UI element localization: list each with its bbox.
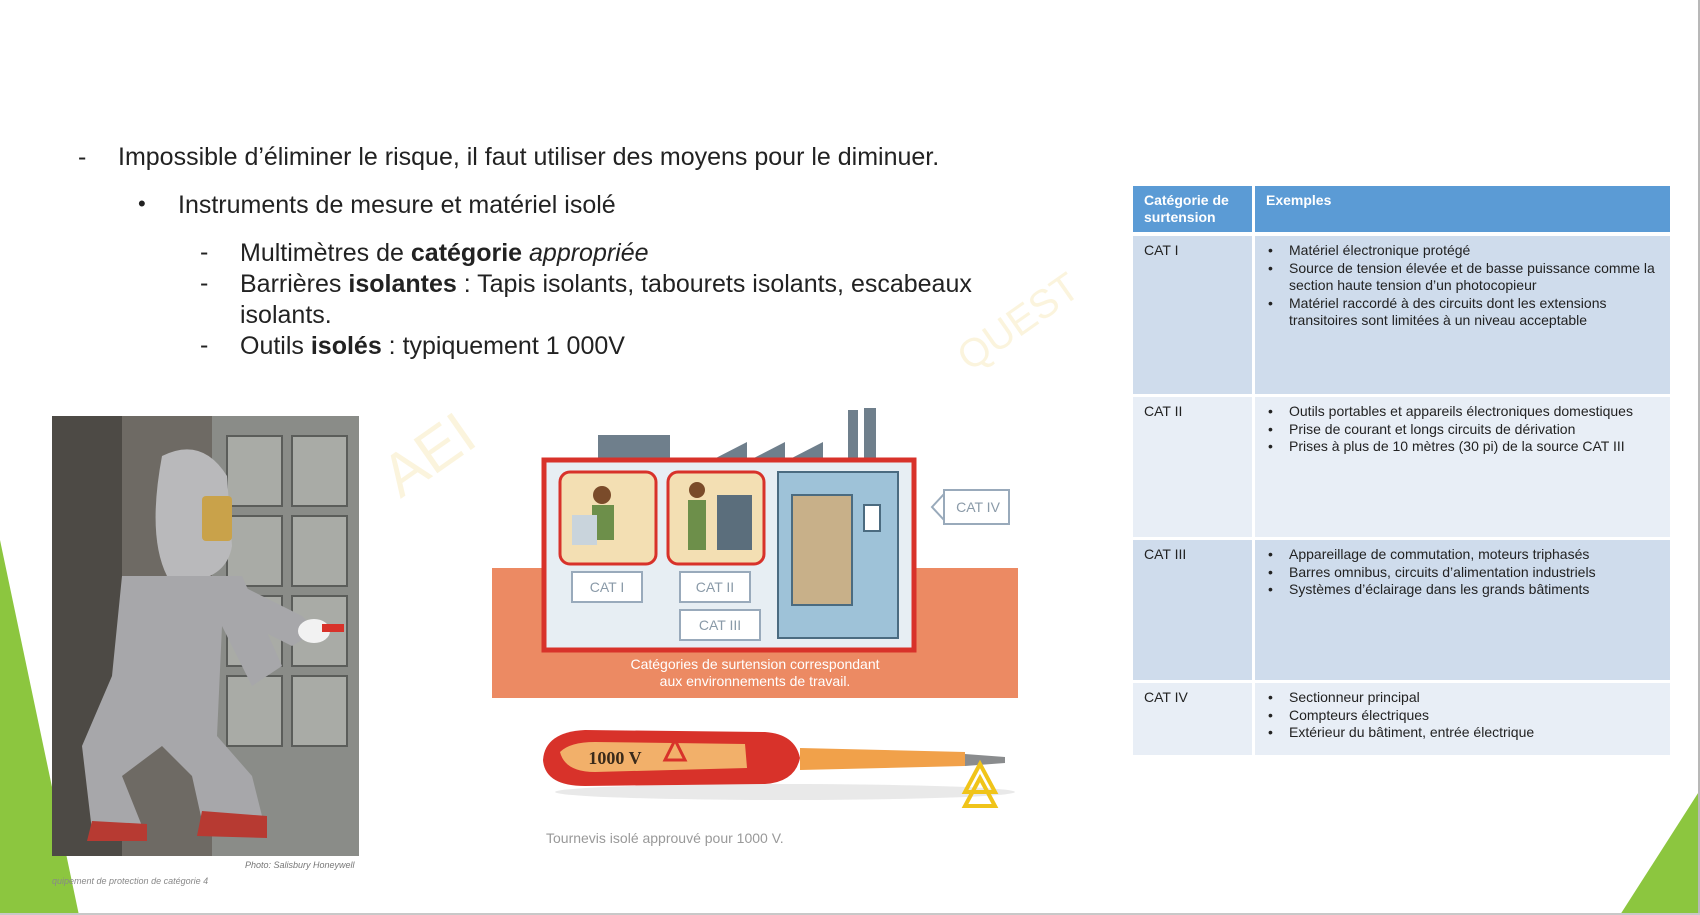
insulated-screwdriver-illustration	[535, 720, 1035, 830]
table-row	[1133, 236, 1673, 397]
examples-cell	[1255, 397, 1673, 540]
dash-marker: -	[78, 143, 87, 171]
examples-cell	[1255, 236, 1673, 397]
photo-credit: Photo: Salisbury Honeywell	[245, 860, 355, 870]
overvoltage-categories-diagram	[492, 380, 1018, 698]
list-item: • Outils portables et appareils électroniques domestiques	[1266, 403, 1659, 421]
cat-cell: CAT III	[1133, 540, 1255, 683]
screwdriver-voltage-label: 1000 V	[588, 748, 642, 768]
overvoltage-category-table	[1133, 186, 1673, 758]
dash-marker: -	[200, 331, 209, 359]
list-item: • Compteurs électriques	[1266, 707, 1659, 725]
table-header-row	[1133, 186, 1673, 236]
list-item: • Source de tension élevée et de basse puissance comme la section haute tension d’un photocopieur	[1266, 260, 1659, 295]
diagram-caption: Catégories de surtension correspondant aux environnements de travail.	[630, 656, 880, 689]
list-item: • Matériel électronique protégé	[1266, 242, 1659, 260]
cat-cell: CAT I	[1133, 236, 1255, 397]
cat-cell: CAT II	[1133, 397, 1255, 540]
cat4-label: CAT IV	[956, 499, 1000, 515]
list-item: • Prise de courant et longs circuits de dérivation	[1266, 421, 1659, 439]
photo-credit-caption: quipement de protection de catégorie 4	[52, 876, 209, 886]
watermark-secondary: QUEST	[949, 264, 1088, 380]
dash-marker: -	[200, 238, 209, 266]
list-item: • Barres omnibus, circuits d’alimentation industriels	[1266, 564, 1659, 582]
bullet-level1-text: Impossible d’éliminer le risque, il faut utiliser des moyens pour le diminuer.	[118, 143, 940, 171]
screwdriver-caption: Tournevis isolé approuvé pour 1000 V.	[546, 830, 784, 846]
sub-bullet-text: Outils isolés : typiquement 1 000V	[240, 332, 625, 360]
table-row	[1133, 540, 1673, 683]
header-examples: Exemples	[1255, 186, 1673, 236]
list-item: • Systèmes d’éclairage dans les grands bâtiments	[1266, 581, 1659, 599]
green-accent-right	[1620, 790, 1700, 915]
cat3-label: CAT III	[698, 617, 742, 633]
list-item: • Appareillage de commutation, moteurs triphasés	[1266, 546, 1659, 564]
sub-bullet-text: Barrières isolantes : Tapis isolants, tabourets isolants, escabeaux isolants.	[240, 270, 972, 329]
table-row	[1133, 683, 1673, 758]
cat-cell: CAT IV	[1133, 683, 1255, 758]
dash-marker: -	[200, 269, 209, 297]
watermark: AEI	[369, 399, 488, 510]
list-item: • Extérieur du bâtiment, entrée électrique	[1266, 724, 1659, 742]
bullet-dot: •	[138, 191, 146, 216]
list-item: • Prises à plus de 10 mètres (30 pi) de la source CAT III	[1266, 438, 1659, 456]
worker-protective-suit-photo	[52, 416, 359, 856]
examples-cell	[1255, 540, 1673, 683]
examples-cell	[1255, 683, 1673, 758]
cat1-label: CAT I	[589, 579, 625, 595]
sub-bullet-text: Multimètres de catégorie appropriée	[240, 239, 649, 267]
table-row	[1133, 397, 1673, 540]
cat2-label: CAT II	[695, 579, 735, 595]
header-category: Catégorie de surtension	[1133, 186, 1255, 236]
list-item: • Sectionneur principal	[1266, 689, 1659, 707]
list-item: • Matériel raccordé à des circuits dont les extensions transitoires sont limitées à un niveau acceptable	[1266, 295, 1659, 330]
bullet-level2-text: Instruments de mesure et matériel isolé	[178, 191, 616, 219]
